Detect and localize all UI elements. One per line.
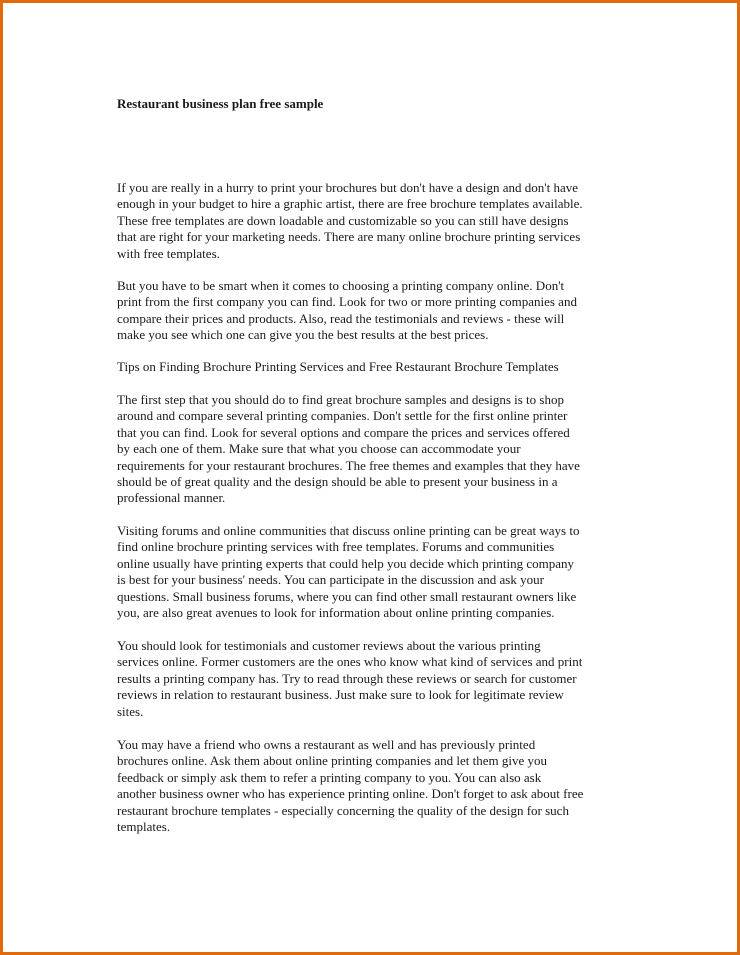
text-line: another business owner who has experience printing online. Don't forget to ask about free bbox=[117, 786, 584, 802]
text-line: online usually have printing experts that could help you decide which printing company bbox=[117, 555, 575, 571]
text-line: results a printing company has. Try to read through these reviews or search for customer bbox=[117, 670, 577, 686]
text-line: professional manner. bbox=[117, 490, 226, 506]
text-line: If you are really in a hurry to print your brochures but don't have a design and don't have bbox=[117, 180, 578, 195]
text-line: compare their prices and products. Also, read the testimonials and reviews - these will bbox=[117, 310, 565, 326]
text-line: feedback or simply ask them to refer a printing company to you. You can also ask bbox=[117, 769, 542, 785]
text-line: around and compare several printing companies. Don't settle for the first online printer bbox=[117, 408, 568, 424]
paragraph-friend bbox=[117, 737, 637, 835]
paragraph-intro bbox=[117, 180, 637, 262]
text-line: You may have a friend who owns a restaurant as well and has previously printed bbox=[117, 737, 536, 752]
text-line: with free templates. bbox=[117, 245, 220, 261]
paragraph-first-step bbox=[117, 392, 637, 507]
paragraph-testimonials bbox=[117, 638, 637, 720]
document-title: Restaurant business plan free sample bbox=[117, 96, 324, 111]
paragraph-choosing-company bbox=[117, 278, 637, 344]
text-line: But you have to be smart when it comes to choosing a printing company online. Don't bbox=[117, 278, 565, 293]
text-line: by each one of them. Make sure that what you choose can accommodate your bbox=[117, 441, 521, 457]
text-line: The first step that you should do to find great brochure samples and designs is to shop bbox=[117, 392, 564, 407]
text-line: You should look for testimonials and customer reviews about the various printing bbox=[117, 638, 541, 653]
text-line: services online. Former customers are the ones who know what kind of services and print bbox=[117, 654, 583, 670]
text-line: Tips on Finding Brochure Printing Services and Free Restaurant Brochure Templates bbox=[117, 359, 559, 374]
text-line: sites. bbox=[117, 703, 144, 719]
text-line: should be of great quality and the design should be able to present your business in a bbox=[117, 474, 558, 490]
text-line: that are right for your marketing needs. There are many online brochure printing services bbox=[117, 229, 581, 245]
section-heading-tips bbox=[117, 359, 637, 375]
text-line: print from the first company you can find. Look for two or more printing companies and bbox=[117, 294, 577, 310]
text-line: find online brochure printing services with free templates. Forums and communities bbox=[117, 539, 555, 555]
text-line: Visiting forums and online communities that discuss online printing can be great ways to bbox=[117, 523, 580, 538]
text-line: templates. bbox=[117, 819, 171, 835]
paragraph-forums bbox=[117, 523, 637, 621]
text-line: questions. Small business forums, where you can find other small restaurant owners like bbox=[117, 588, 577, 604]
text-line: make you see which one can give you the best results at the best prices. bbox=[117, 327, 489, 343]
text-line: reviews in relation to restaurant business. Just make sure to look for legitimate review bbox=[117, 687, 564, 703]
text-line: requirements for your restaurant brochures. The free themes and examples that they have bbox=[117, 457, 580, 473]
text-line: restaurant brochure templates - especially concerning the quality of the design for such bbox=[117, 802, 569, 818]
text-line: that you can find. Look for several options and compare the prices and services offered bbox=[117, 424, 570, 440]
text-line: is best for your business' needs. You can participate in the discussion and ask your bbox=[117, 572, 544, 588]
text-line: you, are also great avenues to look for information about online printing companies. bbox=[117, 605, 555, 621]
text-line: enough in your budget to hire a graphic artist, there are free brochure templates available. bbox=[117, 196, 583, 212]
text-line: These free templates are down loadable and customizable so you can still have designs bbox=[117, 212, 569, 228]
text-line: brochures online. Ask them about online printing companies and let them give you bbox=[117, 753, 547, 769]
